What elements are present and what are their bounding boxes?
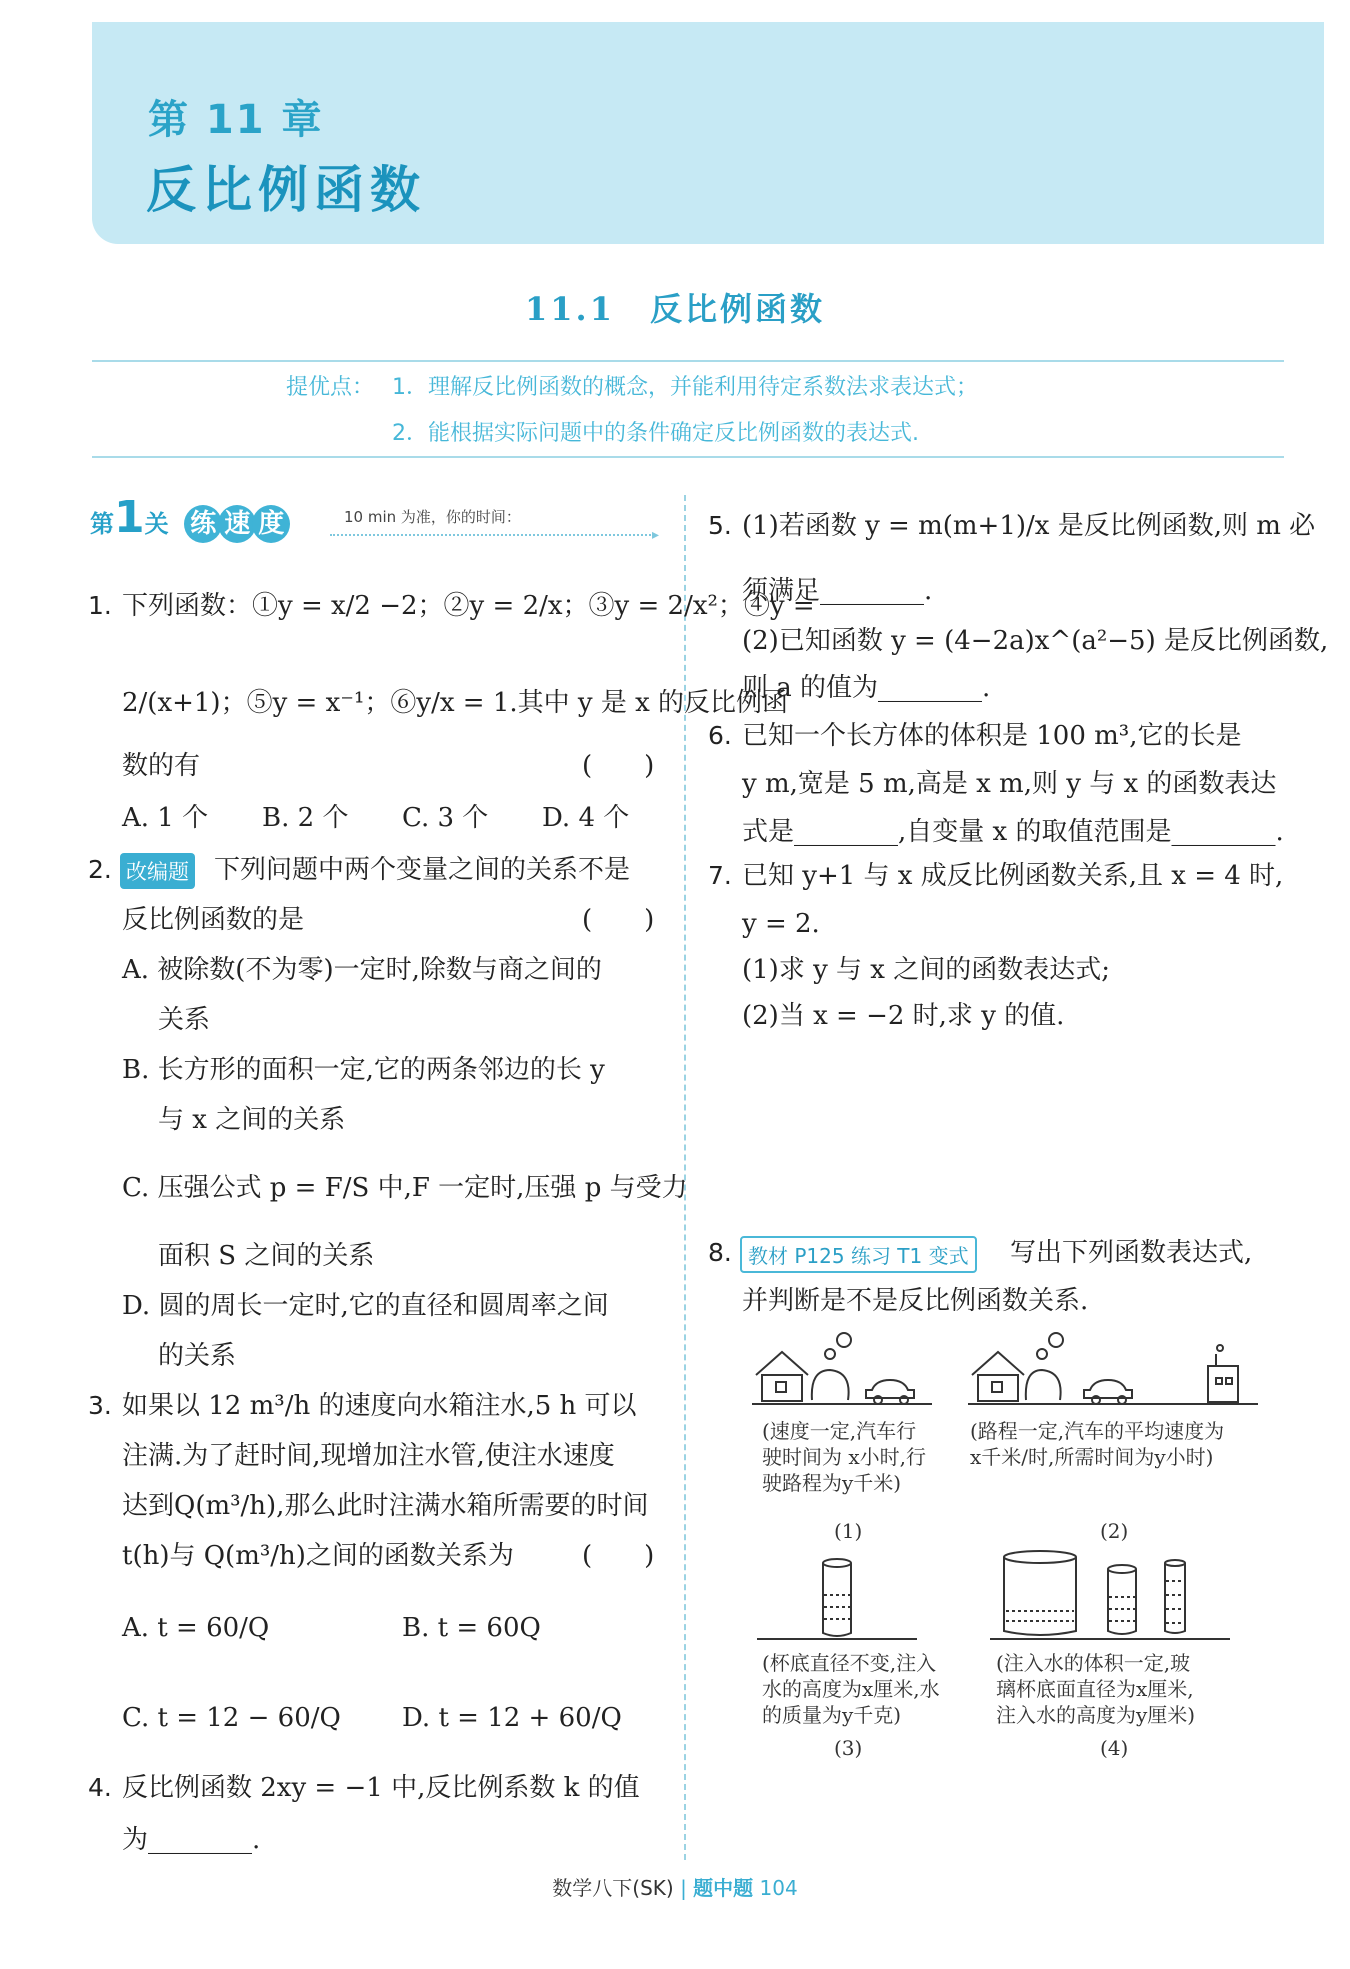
q8-tag xyxy=(740,1236,977,1273)
figure-4-caption-line: 注入水的高度为y厘米) xyxy=(996,1703,1196,1727)
page-footer xyxy=(0,1872,1350,1901)
q6-line-3: 式是________,自变量 x 的取值范围是________. xyxy=(742,817,1284,847)
car-icon xyxy=(1084,1380,1132,1398)
q2-option-d-2: 的关系 xyxy=(158,1341,237,1371)
figure-3-caption-line: 水的高度为x厘米,水 xyxy=(762,1677,940,1701)
figure-2-caption-line: x千米/时,所需时间为y小时) xyxy=(970,1445,1214,1469)
figure-3-caption xyxy=(762,1650,940,1728)
q7-line-4: (2)当 x = −2 时,求 y 的值. xyxy=(742,1001,1065,1031)
tips-line-1: 1．理解反比例函数的概念，并能利用待定系数法求表达式； xyxy=(392,375,978,400)
q4-line-2: 为________. xyxy=(122,1825,261,1855)
tips-bottom-rule xyxy=(92,456,1284,458)
footer-series: 题中题 xyxy=(693,1876,754,1900)
figure-3-caption-line: (杯底直径不变,注入 xyxy=(762,1651,937,1675)
q2-option-c-1: C. 压强公式 p = F/S 中,F 一定时,压强 p 与受力 xyxy=(122,1173,688,1203)
q3-number: 3. xyxy=(88,1391,112,1420)
figure-1-house-car xyxy=(752,1330,932,1410)
q1-option-d: D. 4 个 xyxy=(542,803,630,833)
house-roof-icon xyxy=(972,1352,1024,1375)
level-char-3: 度 xyxy=(252,505,290,543)
q2-option-d-1: D. 圆的周长一定时,它的直径和圆周率之间 xyxy=(122,1291,609,1321)
q1-line-2: 2/(x+1)；⑤y = x⁻¹；⑥y/x = 1.其中 y 是 x 的反比例函 xyxy=(122,688,789,718)
q6-line-2: y m,宽是 5 m,高是 x m,则 y 与 x 的函数表达 xyxy=(742,769,1277,799)
page-number: 104 xyxy=(759,1876,798,1900)
figure-1-label: (1) xyxy=(834,1519,863,1543)
arrow-icon: ▸ xyxy=(652,527,660,543)
q1-option-b: B. 2 个 xyxy=(262,803,349,833)
q2-answer-paren: ( ) xyxy=(582,905,655,935)
house-roof-icon xyxy=(756,1352,808,1375)
figure-3-label: (3) xyxy=(834,1736,863,1760)
q2-tag-label: 改编题 xyxy=(120,853,195,889)
q1-answer-paren: ( ) xyxy=(582,751,655,781)
q2-line-2: 反比例函数的是 xyxy=(122,905,305,935)
q4-line-1: 反比例函数 2xy = −1 中,反比例系数 k 的值 xyxy=(122,1773,640,1803)
q3-option-c: C. t = 12 − 60/Q xyxy=(122,1703,341,1733)
figure-3-glass xyxy=(752,1555,922,1645)
figure-4-glasses xyxy=(990,1545,1230,1645)
car-icon xyxy=(866,1380,914,1398)
q2-number: 2. xyxy=(88,855,112,884)
q2-option-b-2: 与 x 之间的关系 xyxy=(158,1105,346,1135)
figure-4-caption-line: (注入水的体积一定,玻 xyxy=(996,1651,1191,1675)
figure-1-caption xyxy=(762,1418,926,1496)
q3-option-a: A. t = 60/Q xyxy=(122,1613,270,1643)
figure-1-caption-line: 驶时间为 x小时,行 xyxy=(762,1445,926,1469)
q3-option-d: D. t = 12 + 60/Q xyxy=(402,1703,622,1733)
figure-1-caption-line: (速度一定,汽车行 xyxy=(762,1419,917,1443)
q8-number: 8. xyxy=(708,1238,732,1267)
q3-line-4: t(h)与 Q(m³/h)之间的函数关系为 xyxy=(122,1541,514,1571)
wide-glass-icon xyxy=(1004,1557,1076,1635)
q1-option-c: C. 3 个 xyxy=(402,803,489,833)
q3-option-b: B. t = 60Q xyxy=(402,1613,541,1643)
level-timer-rule xyxy=(330,534,655,536)
figure-3-caption-line: 的质量为y千克) xyxy=(762,1703,902,1727)
q6-number: 6. xyxy=(708,721,732,750)
footer-separator: | xyxy=(680,1876,687,1900)
q1-option-a: A. 1 个 xyxy=(122,803,209,833)
q7-line-2: y = 2. xyxy=(742,909,820,939)
q5-line-1: (1)若函数 y = m(m+1)/x 是反比例函数,则 m 必 xyxy=(742,511,1316,541)
q7-number: 7. xyxy=(708,861,732,890)
q5-line-3: (2)已知函数 y = (4−2a)x^(a²−5) 是反比例函数, xyxy=(742,626,1329,656)
chapter-title: 反比例函数 xyxy=(146,161,426,219)
level-header xyxy=(90,492,286,543)
footer-book: 数学八下(SK) xyxy=(552,1876,674,1900)
q5-line-2: 须满足________. xyxy=(742,576,933,606)
q7-line-1: 已知 y+1 与 x 成反比例函数关系,且 x = 4 时, xyxy=(742,861,1284,891)
q2-option-a-1: A. 被除数(不为零)一定时,除数与商之间的 xyxy=(122,955,602,985)
tips-label: 提优点： xyxy=(286,375,375,400)
q3-line-1: 如果以 12 m³/h 的速度向水箱注水,5 h 可以 xyxy=(122,1391,637,1421)
q1-line-3: 数的有 xyxy=(122,751,201,781)
tips-top-rule xyxy=(92,360,1284,362)
q5-number: 5. xyxy=(708,511,732,540)
q6-line-1: 已知一个长方体的体积是 100 m³,它的长是 xyxy=(742,721,1242,751)
q1-line-1: 下列函数：①y = x/2 −2；②y = 2/x；③y = 2/x²；④y = xyxy=(122,591,815,621)
level-char-2: 速 xyxy=(218,505,256,543)
figure-2-house-car-factory xyxy=(968,1330,1258,1410)
figure-4-label: (4) xyxy=(1100,1736,1129,1760)
level-char-1: 练 xyxy=(184,505,222,543)
q2-line-1: 下列问题中两个变量之间的关系不是 xyxy=(214,855,631,885)
q8-line-2: 并判断是不是反比例函数关系. xyxy=(742,1286,1089,1316)
q2-tag xyxy=(120,853,195,889)
q3-answer-paren: ( ) xyxy=(582,1541,655,1571)
q8-tag-label: 教材 P125 练习 T1 变式 xyxy=(740,1236,977,1273)
q4-number: 4. xyxy=(88,1773,112,1802)
smoke-icon xyxy=(1049,1333,1063,1347)
level-timer: 10 min 为准，你的时间： xyxy=(344,508,521,526)
smoke-icon xyxy=(837,1333,851,1347)
chapter-label: 第 11 章 xyxy=(148,97,324,143)
q2-option-c-2: 面积 S 之间的关系 xyxy=(158,1241,375,1271)
section-title: 11.1 反比例函数 xyxy=(525,290,825,328)
glass-icon xyxy=(823,1563,851,1636)
tips-line-2: 2．能根据实际问题中的条件确定反比例函数的表达式. xyxy=(392,421,919,446)
medium-glass-icon xyxy=(1108,1569,1136,1634)
figure-4-caption xyxy=(996,1650,1195,1728)
figure-2-caption-line: (路程一定,汽车的平均速度为 xyxy=(970,1419,1225,1443)
q2-option-a-2: 关系 xyxy=(158,1005,211,1035)
q2-option-b-1: B. 长方形的面积一定,它的两条邻边的长 y xyxy=(122,1055,605,1085)
q7-line-3: (1)求 y 与 x 之间的函数表达式; xyxy=(742,955,1110,985)
figure-4-caption-line: 璃杯底面直径为x厘米, xyxy=(996,1677,1194,1701)
level-suffix: 关 xyxy=(144,510,169,538)
q3-line-3: 达到Q(m³/h),那么此时注满水箱所需要的时间 xyxy=(122,1491,649,1521)
figure-1-caption-line: 驶路程为y千米) xyxy=(762,1471,902,1495)
q5-line-4: 则 a 的值为________. xyxy=(742,673,991,703)
q1-number: 1. xyxy=(88,591,112,620)
q8-line-1: 写出下列函数表达式, xyxy=(1010,1238,1253,1268)
figure-2-label: (2) xyxy=(1100,1519,1129,1543)
level-prefix: 第 xyxy=(90,510,114,538)
level-number: 1 xyxy=(114,492,145,543)
figure-2-caption xyxy=(970,1418,1224,1470)
q3-line-2: 注满.为了赶时间,现增加注水管,使注水速度 xyxy=(122,1441,615,1471)
